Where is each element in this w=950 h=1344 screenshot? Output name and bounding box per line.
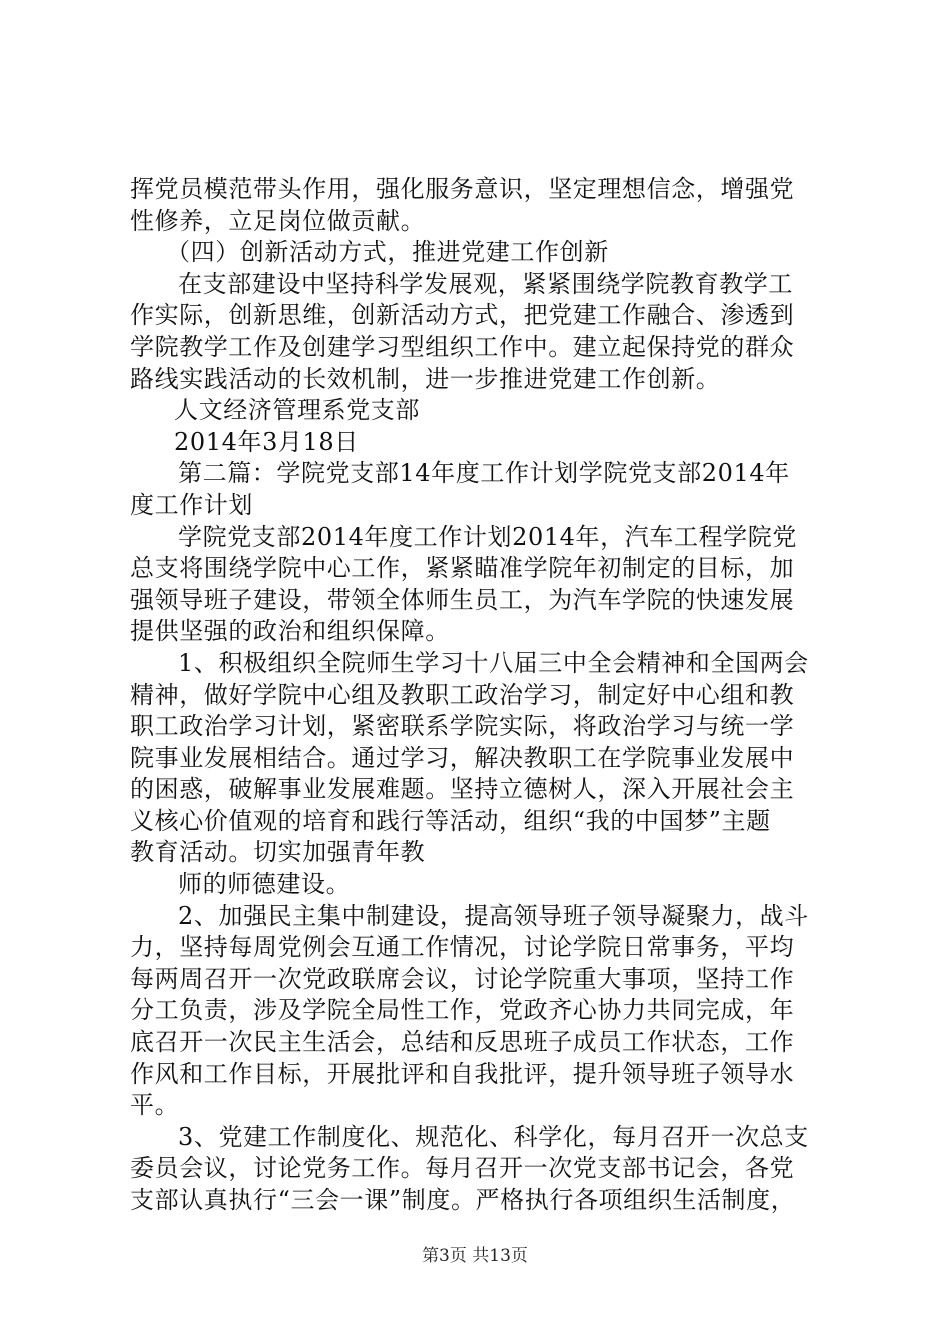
text-line: 支部认真执行“三会一课”制度。严格执行各项组织生活制度， xyxy=(130,1186,796,1214)
text-line: 在支部建设中坚持科学发展观，紧紧围绕学院教育教学工 xyxy=(178,269,793,298)
page-number-footer: 第3页 共13页 xyxy=(422,1246,528,1266)
text-line: 院事业发展相结合。通过学习，解决教职工在学院事业发展中 xyxy=(130,743,795,772)
text-line: 义核心价值观的培育和践行等活动，组织“我的中国梦”主题 xyxy=(130,806,771,835)
text-line: 作实际，创新思维，创新活动方式，把党建工作融合、渗透到 xyxy=(130,301,795,330)
text-line: 强领导班子建设，带领全体师生员工，为汽车学院的快速发展 xyxy=(130,585,795,614)
text-line: 分工负责，涉及学院全局性工作，党政齐心协力共同完成，年 xyxy=(130,996,795,1025)
chapter-heading: 第二篇：学院党支部14年度工作计划学院党支部2014年 xyxy=(178,459,790,488)
text-line: 总支将围绕学院中心工作，紧紧瞄准学院年初制定的目标，加 xyxy=(130,554,795,583)
signature-date: 2014年3月18日 xyxy=(174,427,359,456)
text-line: 平。 xyxy=(130,1091,180,1120)
text-line: 3、党建工作制度化、规范化、科学化，每月召开一次总支 xyxy=(178,1122,809,1151)
text-line: 师的师德建设。 xyxy=(178,870,351,899)
text-line: 学院党支部2014年度工作计划2014年，汽车工程学院党 xyxy=(178,522,797,551)
text-line: 性修养，立足岗位做贡献。 xyxy=(130,206,426,235)
text-line: 的困惑，破解事业发展难题。坚持立德树人，深入开展社会主 xyxy=(130,775,795,804)
text-line: 学院教学工作及创建学习型组织工作中。建立起保持党的群众 xyxy=(130,332,795,361)
signature-org: 人文经济管理系党支部 xyxy=(174,396,420,425)
text-line: 精神，做好学院中心组及教职工政治学习，制定好中心组和教 xyxy=(130,680,795,709)
text-line: 1、积极组织全院师生学习十八届三中全会精神和全国两会 xyxy=(178,648,809,677)
text-line: 底召开一次民主生活会，总结和反思班子成员工作状态，工作 xyxy=(130,1028,795,1057)
text-line: 度工作计划 xyxy=(130,490,253,519)
text-line: 挥党员模范带头作用，强化服务意识，坚定理想信念，增强党 xyxy=(130,175,795,203)
text-line: 委员会议，讨论党务工作。每月召开一次党支部书记会，各党 xyxy=(130,1154,795,1183)
text-line: 力，坚持每周党例会互通工作情况，讨论学院日常事务，平均 xyxy=(130,933,795,962)
text-line: 作风和工作目标，开展批评和自我批评，提升领导班子领导水 xyxy=(130,1059,795,1088)
document-body xyxy=(130,174,830,1217)
section-heading: （四）创新活动方式，推进党建工作创新 xyxy=(166,238,609,267)
text-line: 2、加强民主集中制建设，提高领导班子领导凝聚力，战斗 xyxy=(178,901,809,930)
text-line: 教育活动。切实加强青年教 xyxy=(130,838,426,867)
text-line: 路线实践活动的长效机制，进一步推进党建工作创新。 xyxy=(130,364,721,393)
text-line: 每两周召开一次党政联席会议，讨论学院重大事项，坚持工作 xyxy=(130,964,795,993)
text-line: 职工政治学习计划，紧密联系学院实际，将政治学习与统一学 xyxy=(130,712,795,741)
text-line: 提供坚强的政治和组织保障。 xyxy=(130,617,450,646)
